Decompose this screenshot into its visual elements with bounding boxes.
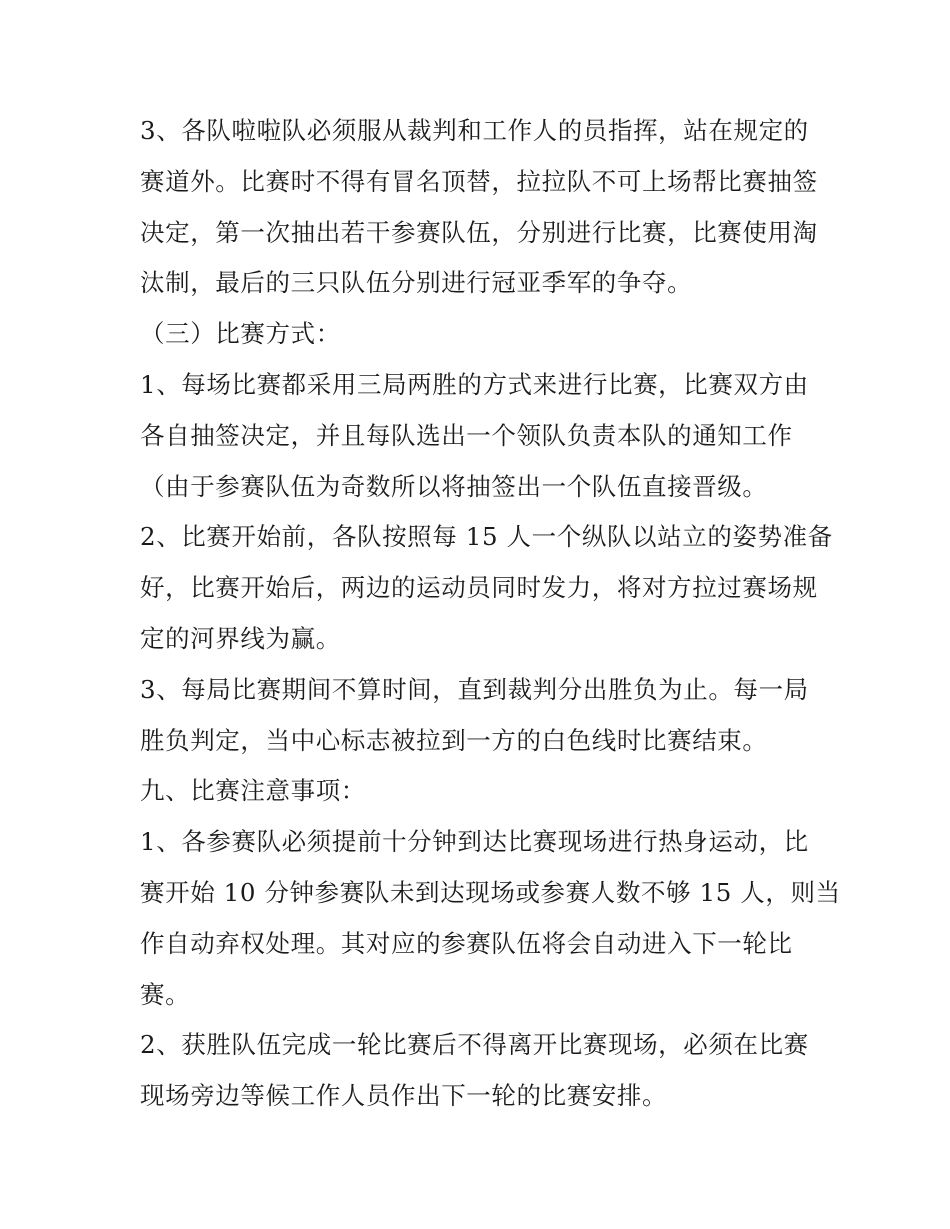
text-line-10: 好，比赛开始后，两边的运动员同时发力，将对方拉过赛场规: [140, 573, 818, 603]
text-line-2: 赛道外。比赛时不得有冒名顶替，拉拉队不可上场帮比赛抽签: [140, 166, 818, 196]
text-line-11: 定的河界线为赢。: [140, 623, 341, 653]
text-line-1: 3、各队啦啦队必须服从裁判和工作人的员指挥，站在规定的: [140, 116, 809, 145]
text-line-8: （由于参赛队伍为奇数所以将抽签出一个队伍直接晋级。: [140, 471, 768, 501]
text-line-18: 赛。: [140, 979, 191, 1009]
text-line-19: 2、获胜队伍完成一轮比赛后不得离开比赛现场，必须在比赛: [140, 1030, 809, 1060]
text-line-17: 作自动弃权处理。其对应的参赛队伍将会自动进入下一轮比: [140, 928, 793, 958]
text-line-12: 3、每局比赛期间不算时间，直到裁判分出胜负为止。每一局: [140, 674, 809, 704]
text-line-6: 1、每场比赛都采用三局两胜的方式来进行比赛，比赛双方由: [140, 369, 809, 399]
document-body: [140, 106, 841, 1122]
text-line-9: 2、比赛开始前，各队按照每 15 人一个纵队以站立的姿势准备: [140, 522, 833, 552]
text-line-4: 汰制，最后的三只队伍分别进行冠亚季军的争夺。: [140, 268, 693, 298]
text-line-15: 1、各参赛队必须提前十分钟到达比赛现场进行热身运动，比: [140, 827, 809, 857]
text-line-20: 现场旁边等候工作人员作出下一轮的比赛安排。: [140, 1081, 668, 1111]
text-line-13: 胜负判定，当中心标志被拉到一方的白色线时比赛结束。: [140, 725, 768, 755]
section-heading-precautions: 九、比赛注意事项：: [140, 776, 366, 806]
text-line-3: 决定，第一次抽出若干参赛队伍，分别进行比赛，比赛使用淘: [140, 217, 818, 247]
section-heading-competition-format: （三）比赛方式：: [140, 319, 341, 349]
text-line-7: 各自抽签决定，并且每队选出一个领队负责本队的通知工作: [140, 420, 793, 450]
text-line-16: 赛开始 10 分钟参赛队未到达现场或参赛人数不够 15 人，则当: [140, 877, 841, 907]
